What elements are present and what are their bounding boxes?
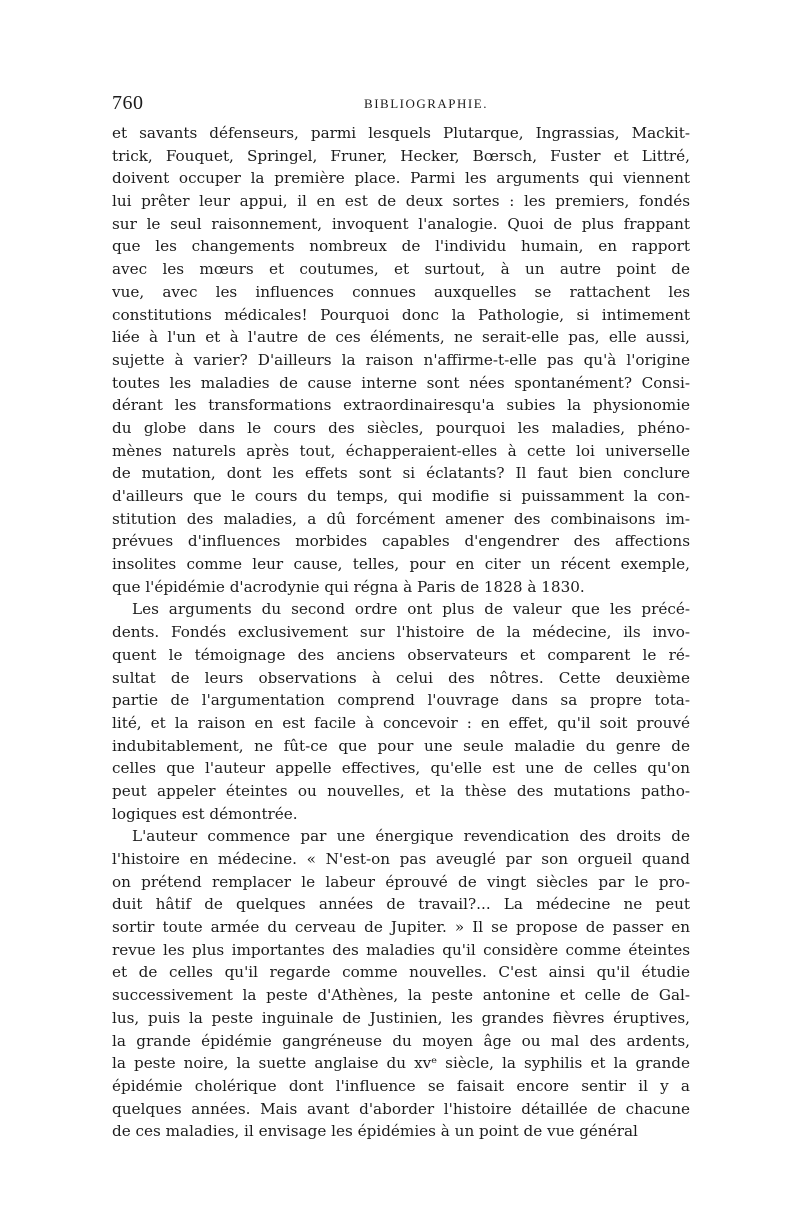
text-line: lus, puis la peste inguinale de Justinien, les grandes fièvres éruptives, xyxy=(112,1008,690,1027)
text-line: successivement la peste d'Athènes, la peste antonine et celle de Gal- xyxy=(112,986,690,1005)
text-line: mènes naturels après tout, échapperaient-elles à cette loi universelle xyxy=(112,441,690,460)
book-page xyxy=(112,92,690,1143)
text-line: L'auteur commence par une énergique revendication des droits de xyxy=(132,827,690,846)
text-line: insolites comme leur cause, telles, pour en citer un récent exemple, xyxy=(112,555,690,574)
text-line: on prétend remplacer le labeur éprouvé de vingt siècles par le pro- xyxy=(112,872,690,891)
page-number: 760 xyxy=(112,92,144,114)
text-line: et de celles qu'il regarde comme nouvelles. C'est ainsi qu'il étudie xyxy=(112,963,690,982)
text-line: sortir toute armée du cerveau de Jupiter. » Il se propose de passer en xyxy=(112,918,690,937)
text-line: revue les plus importantes des maladies qu'il considère comme éteintes xyxy=(112,940,690,959)
text-line: logiques est démontrée. xyxy=(112,804,298,823)
text-line: duit hâtif de quelques années de travail?... La médecine ne peut xyxy=(112,895,690,914)
page-header xyxy=(112,92,690,122)
running-head: BIBLIOGRAPHIE. xyxy=(364,96,488,111)
text-line: de ces maladies, il envisage les épidémies à un point de vue général xyxy=(112,1122,638,1141)
text-line: prévues d'influences morbides capables d'engendrer des affections xyxy=(112,532,690,551)
text-line: sujette à varier? D'ailleurs la raison n'affirme-t-elle pas qu'à l'origine xyxy=(112,350,690,369)
text-line: celles que l'auteur appelle effectives, qu'elle est une de celles qu'on xyxy=(112,759,690,778)
text-line: sur le seul raisonnement, invoquent l'analogie. Quoi de plus frappant xyxy=(112,214,690,233)
paragraph-1 xyxy=(112,122,690,598)
text-line: du globe dans le cours des siècles, pourquoi les maladies, phéno- xyxy=(112,418,690,437)
text-line: dérant les transformations extraordinairesqu'a subies la physionomie xyxy=(112,396,690,415)
text-line: d'ailleurs que le cours du temps, qui modifie si puissamment la con- xyxy=(112,487,690,505)
text-line: l'histoire en médecine. « N'est-on pas aveuglé par son orgueil quand xyxy=(112,850,690,868)
text-line: lité, et la raison en est facile à concevoir : en effet, qu'il soit prouvé xyxy=(112,713,690,732)
text-line: vue, avec les influences connues auxquelles se rattachent les xyxy=(112,282,690,301)
text-line: épidémie cholérique dont l'influence se faisait encore sentir il y a xyxy=(112,1076,690,1095)
body-text xyxy=(112,122,690,1143)
text-line: et savants défenseurs, parmi lesquels Plutarque, Ingrassias, Mackit- xyxy=(112,124,690,142)
text-line: trick, Fouquet, Springel, Fruner, Hecker, Bœrsch, Fuster et Littré, xyxy=(112,146,690,165)
text-line: de mutation, dont les effets sont si éclatants? Il faut bien conclure xyxy=(112,464,690,483)
text-line: toutes les maladies de cause interne sont nées spontanément? Consi- xyxy=(112,373,690,392)
paragraph-3 xyxy=(112,825,690,1143)
text-line: doivent occuper la première place. Parmi les arguments qui viennent xyxy=(112,169,690,188)
text-line: sultat de leurs observations à celui des nôtres. Cette deuxième xyxy=(112,668,690,687)
text-line: partie de l'argumentation comprend l'ouvrage dans sa propre tota- xyxy=(112,691,690,710)
text-line: la grande épidémie gangréneuse du moyen âge ou mal des ardents, xyxy=(112,1031,690,1050)
paragraph-2 xyxy=(112,598,690,825)
text-line: indubitablement, ne fût-ce que pour une seule maladie du genre de xyxy=(112,736,690,755)
text-line: dents. Fondés exclusivement sur l'histoire de la médecine, ils invo- xyxy=(112,623,690,642)
text-line: lui prêter leur appui, il en est de deux sortes : les premiers, fondés xyxy=(112,192,690,211)
text-line: que l'épidémie d'acrodynie qui régna à Paris de 1828 à 1830. xyxy=(112,577,585,596)
text-line: avec les mœurs et coutumes, et surtout, à un autre point de xyxy=(112,260,690,279)
text-line: la peste noire, la suette anglaise du xvᵉ siècle, la syphilis et la grande xyxy=(112,1054,690,1073)
text-line: quelques années. Mais avant d'aborder l'histoire détaillée de chacune xyxy=(112,1099,690,1118)
text-line: Les arguments du second ordre ont plus de valeur que les précé- xyxy=(132,600,690,619)
text-line: peut appeler éteintes ou nouvelles, et la thèse des mutations patho- xyxy=(112,781,690,800)
text-line: que les changements nombreux de l'individu humain, en rapport xyxy=(112,237,690,256)
text-line: constitutions médicales! Pourquoi donc la Pathologie, si intimement xyxy=(112,305,690,324)
text-line: stitution des maladies, a dû forcément amener des combinaisons im- xyxy=(112,509,690,528)
text-line: liée à l'un et à l'autre de ces éléments, ne serait-elle pas, elle aussi, xyxy=(112,328,690,347)
text-line: quent le témoignage des anciens observateurs et comparent le ré- xyxy=(112,645,690,664)
